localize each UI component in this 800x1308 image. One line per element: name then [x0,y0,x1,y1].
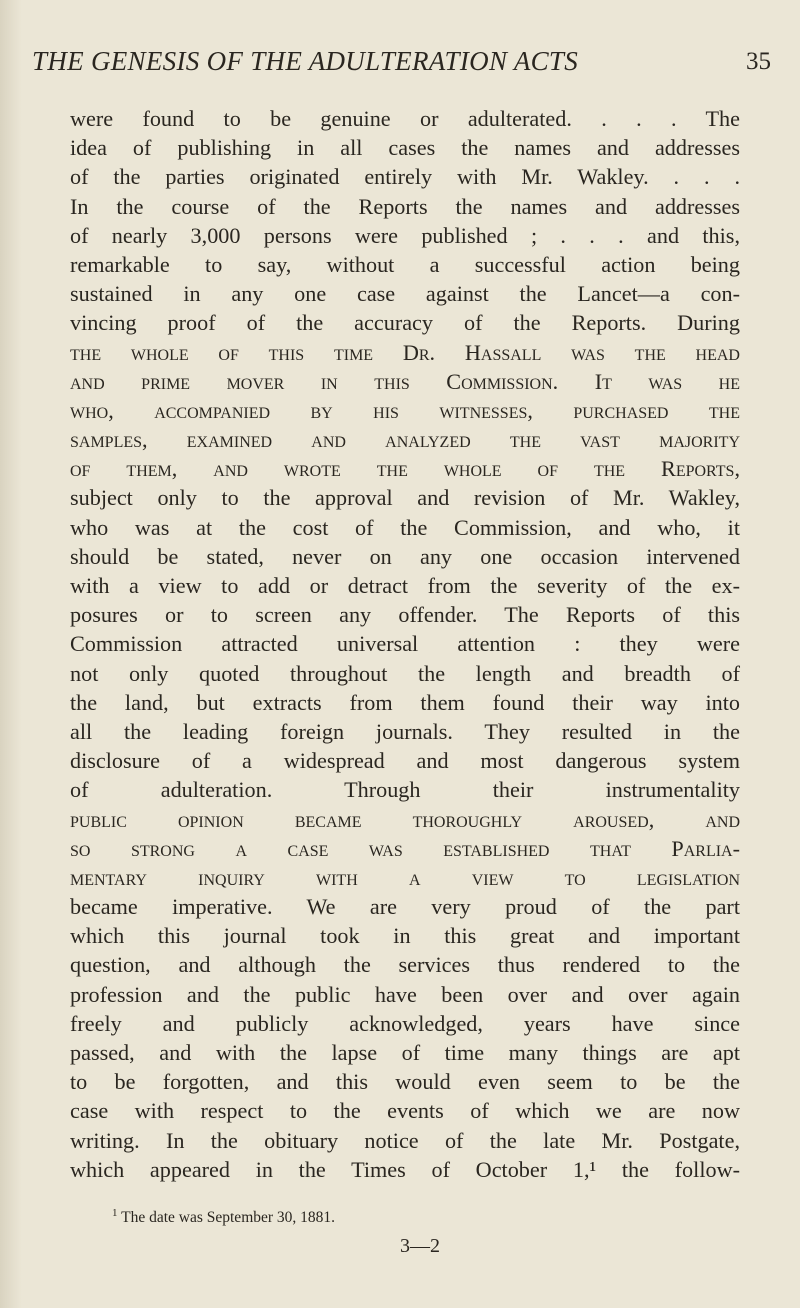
footnote [112,1207,335,1227]
text-line: were found to be genuine or adulterated. . . . The [70,106,740,131]
text-line: profession and the public have been over and over again [70,981,740,1007]
text-line: of them, and wrote the whole of the Reports, [70,456,740,482]
text-line: subject only to the approval and revision of Mr. Wakley, [70,485,740,511]
text-line: idea of publishing in all cases the names and addresses [70,135,740,161]
text-line: public opinion became thoroughly aroused, and [70,806,740,832]
text-line: which this journal took in this great and important [70,923,740,949]
text-line: disclosure of a widespread and most dangerous system [70,748,740,774]
text-line: became imperative. We are very proud of the part [70,894,740,920]
text-line: should be stated, never on any one occasion intervened [70,543,740,569]
text-line: of the parties originated entirely with Mr. Wakley. . . . [70,164,740,190]
text-line: passed, and with the lapse of time many things are apt [70,1040,740,1065]
text-line: who, accompanied by his witnesses, purchased the [70,397,740,423]
footnote-marker: 1 [112,1207,118,1219]
footnote-text: The date was September 30, 1881. [121,1209,336,1227]
running-head: THE GENESIS OF THE ADULTERATION ACTS [32,46,579,76]
text-line: question, and although the services thus rendered to the [70,952,740,978]
text-line: the land, but extracts from them found their way into [70,689,740,715]
text-line: which appeared in the Times of October 1,¹ the follow- [70,1156,740,1182]
text-line: freely and publicly acknowledged, years have since [70,1010,740,1036]
text-line: of nearly 3,000 persons were published ; . . . and this, [70,222,740,248]
text-line: posures or to screen any offender. The Reports of this [70,602,740,628]
text-line: not only quoted throughout the length and breadth of [70,660,740,686]
text-line: to be forgotten, and this would even seem to be the [70,1069,740,1095]
text-line: of adulteration. Through their instrumentality [70,777,740,803]
text-line: remarkable to say, without a successful action being [70,251,740,277]
text-line: writing. In the obituary notice of the late Mr. Postgate, [70,1127,740,1153]
text-line: sustained in any one case against the Lancet—a con- [70,281,740,307]
text-line: In the course of the Reports the names and addresses [70,193,740,219]
signature-mark: 3—2 [400,1235,440,1257]
text-line: samples, examined and analyzed the vast majority [70,427,740,453]
text-line: case with respect to the events of which we are now [70,1098,740,1124]
body-text [70,104,740,1184]
text-line: who was at the cost of the Commission, and who, it [70,514,740,540]
text-line: so strong a case was established that Parlia- [70,835,740,861]
text-line: all the leading foreign journals. They resulted in the [70,718,740,744]
text-line: Commission attracted universal attention : they were [70,631,740,657]
page-number: 35 [746,48,771,75]
text-line: with a view to add or detract from the severity of the ex- [70,573,740,598]
text-line: the whole of this time Dr. Hassall was the head [70,339,740,365]
text-line: mentary inquiry with a view to legislation [70,864,740,890]
text-line: and prime mover in this Commission. It was he [70,368,740,394]
text-line: vincing proof of the accuracy of the Reports. During [70,310,740,336]
